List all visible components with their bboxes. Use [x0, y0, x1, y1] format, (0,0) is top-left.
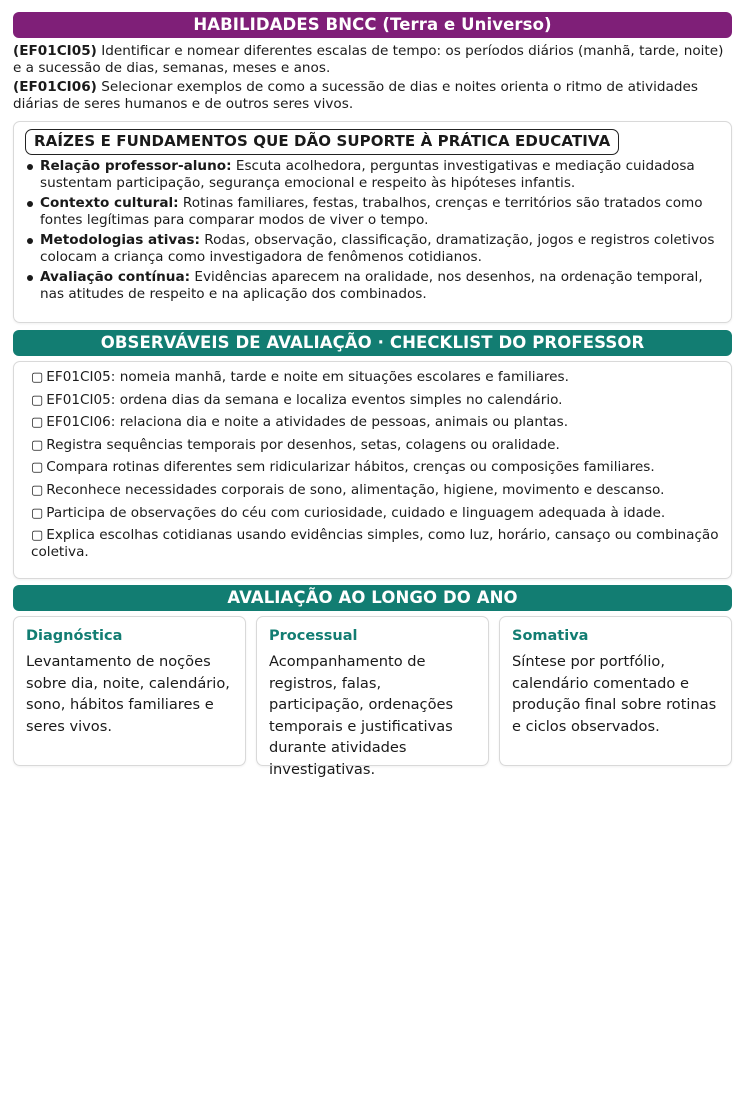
checklist-item-text: EF01CI05: ordena dias da semana e localiza eventos simples no calendário. — [46, 391, 563, 408]
checkbox-icon[interactable]: ▢ — [31, 392, 44, 408]
avaliacao-card-somativa — [499, 616, 732, 766]
raizes-item-label: Contexto cultural: — [40, 195, 179, 211]
checkbox-icon[interactable]: ▢ — [31, 415, 44, 431]
avaliacao-card-heading: Somativa — [512, 628, 589, 644]
checklist-item — [31, 459, 721, 476]
raizes-item-label: Avaliação contínua: — [40, 269, 191, 285]
checklist-item — [31, 527, 721, 561]
habilidades-list — [13, 43, 732, 113]
observaveis-header: OBSERVÁVEIS DE AVALIAÇÃO · CHECKLIST DO PROFESSOR — [13, 330, 732, 356]
raizes-item — [40, 158, 721, 192]
checklist-item-text: Explica escolhas cotidianas usando evidências simples, como luz, horário, cansaço ou combinação coletiva. — [31, 527, 719, 561]
raizes-list — [25, 158, 721, 303]
checkbox-icon[interactable]: ▢ — [31, 370, 44, 385]
avaliacao-card-text: Levantamento de noções sobre dia, noite, calendário, sono, hábitos familiares e seres vivos. — [26, 653, 230, 735]
checkbox-icon[interactable]: ▢ — [31, 460, 44, 476]
raizes-item — [40, 195, 721, 229]
checkbox-icon[interactable]: ▢ — [31, 437, 44, 453]
avaliacao-card-text: Acompanhamento de registros, falas, participação, ordenações temporais e justificativas durante atividades investigativas. — [269, 653, 454, 778]
raizes-item — [40, 232, 721, 266]
avaliacao-header: AVALIAÇÃO AO LONGO DO ANO — [13, 585, 732, 611]
avaliacao-card-text: Síntese por portfólio, calendário comentado e produção final sobre rotinas e ciclos observados. — [512, 653, 717, 735]
avaliacao-card-heading: Diagnóstica — [26, 628, 123, 644]
avaliacao-columns — [13, 616, 732, 778]
checklist-item — [31, 482, 721, 499]
raizes-item-text: Rodas, observação, classificação, dramatização, jogos e registros coletivos colocam a criança como investigadora de fenômenos cotidianos. — [40, 232, 715, 265]
checkbox-icon[interactable]: ▢ — [31, 505, 44, 521]
checkbox-icon[interactable]: ▢ — [31, 528, 44, 544]
checklist-item — [31, 369, 721, 386]
raizes-card — [13, 121, 732, 323]
checklist-item — [31, 414, 721, 431]
checkbox-icon[interactable]: ▢ — [31, 482, 44, 498]
checklist-item-text: EF01CI06: relaciona dia e noite a atividades de pessoas, animais ou plantas. — [46, 414, 569, 431]
checklist-item-text: EF01CI05: nomeia manhã, tarde e noite em situações escolares e familiares. — [46, 369, 569, 385]
checklist-item-text: Registra sequências temporais por desenhos, setas, colagens ou oralidade. — [46, 436, 560, 453]
habilidade-code: (EF01CI05) — [13, 43, 97, 59]
habilidade-text: Selecionar exemplos de como a sucessão de dias e noites orienta o ritmo de atividades diárias de seres humanos e de outros seres vivos. — [13, 79, 698, 112]
checklist-item-text: Participa de observações do céu com curiosidade, cuidado e linguagem adequada à idade. — [46, 504, 666, 521]
habilidade-item — [13, 79, 732, 113]
raizes-item-text: Evidências aparecem na oralidade, nos desenhos, na ordenação temporal, nas atitudes de respeito e na aplicação dos combinados. — [40, 269, 703, 302]
raizes-item — [40, 269, 721, 303]
raizes-item-label: Relação professor-aluno: — [40, 158, 232, 174]
habilidades-header: HABILIDADES BNCC (Terra e Universo) — [13, 12, 732, 38]
checklist-item — [31, 392, 721, 409]
habilidade-code: (EF01CI06) — [13, 79, 97, 95]
raizes-item-text: Rotinas familiares, festas, trabalhos, crenças e territórios são tratados como fontes legítimas para comparar modos de viver o tempo. — [40, 195, 703, 228]
avaliacao-card-diagnostica — [13, 616, 246, 766]
habilidade-item — [13, 43, 732, 77]
checklist-item — [31, 437, 721, 454]
checklist-item-text: Compara rotinas diferentes sem ridicularizar hábitos, crenças ou composições familiares. — [46, 459, 655, 476]
raizes-item-label: Metodologias ativas: — [40, 232, 200, 248]
checklist-item — [31, 505, 721, 522]
checklist-card — [13, 361, 732, 579]
checklist-item-text: Reconhece necessidades corporais de sono, alimentação, higiene, movimento e descanso. — [46, 481, 665, 498]
habilidade-text: Identificar e nomear diferentes escalas de tempo: os períodos diários (manhã, tarde, noite) e a sucessão de dias, semanas, meses e anos. — [13, 43, 724, 76]
avaliacao-card-processual — [256, 616, 489, 778]
avaliacao-card-heading: Processual — [269, 628, 358, 644]
raizes-title: RAÍZES E FUNDAMENTOS QUE DÃO SUPORTE À PRÁTICA EDUCATIVA — [25, 129, 619, 155]
raizes-item-text: Escuta acolhedora, perguntas investigativas e mediação cuidadosa sustentam participação, segurança emocional e respeito às hipóteses infantis. — [40, 158, 695, 191]
